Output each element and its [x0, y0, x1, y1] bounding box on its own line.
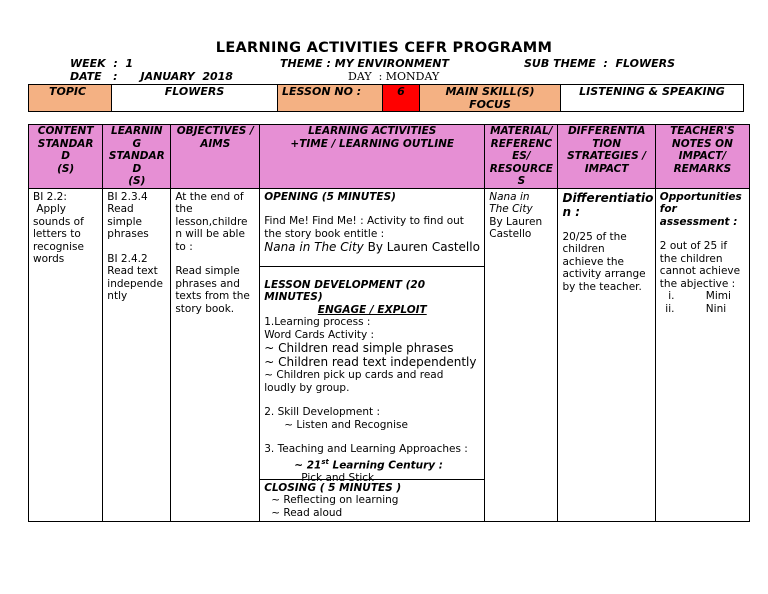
development-heading: LESSON DEVELOPMENT (20	[264, 278, 425, 291]
development-line: ~ Listen and Recognise	[284, 418, 408, 431]
notes-heading: for	[659, 203, 677, 215]
sub-theme-label: SUB THEME : FLOWERS	[524, 57, 675, 70]
student-name: Nini	[705, 302, 727, 315]
spacer	[660, 228, 745, 240]
opening-heading: OPENING (5 MINUTES)	[264, 190, 396, 203]
content-standard-line: letters to	[33, 228, 81, 240]
content-standard-line: Apply	[33, 203, 66, 215]
spacer	[264, 431, 480, 443]
differentiation-line: children	[562, 243, 605, 255]
material-title: Nana in	[489, 190, 530, 203]
development-line: loudly by group.	[264, 381, 350, 394]
closing-heading: CLOSING ( 5 MINUTES )	[264, 481, 402, 494]
header-text: D	[61, 150, 70, 162]
development-line: 2. Skill Development :	[264, 406, 381, 418]
development-line: ~ Children read text independently	[264, 355, 477, 369]
header-text: TION	[592, 137, 622, 150]
lesson-label: LESSON NO :	[282, 85, 362, 98]
objective-line: lesson,childre	[175, 215, 248, 228]
content-standard-cell	[29, 188, 103, 522]
header-text: ES/	[512, 150, 531, 162]
header-text: AIMS	[200, 137, 231, 150]
differentiation-cell	[558, 188, 655, 522]
development-line	[264, 456, 480, 472]
header-text: TEACHER'S	[670, 125, 735, 137]
opening-line: the story book entitle :	[264, 227, 385, 240]
table-body-row	[29, 188, 750, 522]
list-item	[678, 290, 745, 303]
learning-standard-cell	[103, 188, 171, 522]
content-standard-line: sounds of	[33, 215, 84, 228]
spacer	[264, 269, 480, 279]
header-text: STRATEGIES /	[567, 150, 647, 162]
main-skill-label: MAIN SKILL(S)	[445, 85, 535, 98]
header-learning-standard	[103, 125, 171, 189]
objective-line: story book.	[175, 302, 235, 315]
opening-line: Find Me! Find Me! : Activity to find out	[264, 215, 464, 227]
notes-line: cannot achieve	[659, 265, 741, 277]
header-text: (S)	[128, 175, 146, 187]
spacer	[562, 219, 650, 231]
header-differentiation	[558, 125, 655, 189]
notes-heading: Opportunities	[659, 190, 742, 203]
learning-standard-line: BI 2.3.4	[107, 190, 148, 203]
learning-standard-line: phrases	[107, 228, 149, 240]
day-label: DAY : MONDAY	[348, 70, 440, 83]
header-text: REFERENC	[490, 137, 553, 150]
header-text: LEARNIN	[111, 125, 163, 137]
topic-value: FLOWERS	[164, 85, 225, 98]
differentiation-line: achieve the	[562, 255, 624, 268]
header-text: STANDAR	[108, 150, 165, 162]
header-learning-activities	[260, 125, 485, 189]
differentiation-line: 20/25 of the	[562, 230, 627, 243]
main-skill-label-cell	[420, 85, 561, 112]
lesson-label-cell	[278, 85, 383, 112]
content-standard-line: recognise	[33, 240, 84, 253]
header-text: G	[132, 137, 142, 150]
topic-value-cell	[112, 85, 278, 112]
student-name: Mimi	[705, 290, 731, 302]
teachers-notes-cell	[655, 188, 749, 522]
header-text: CONTENT	[37, 125, 94, 137]
opening-book-line	[264, 240, 480, 254]
material-cell	[485, 188, 558, 522]
table-header-row	[29, 125, 750, 189]
development-heading: MINUTES)	[264, 291, 323, 303]
development-section	[260, 267, 484, 484]
opening-section	[260, 189, 484, 267]
development-line: 3. Teaching and Learning Approaches :	[264, 443, 468, 455]
learning-activities-table	[28, 124, 750, 522]
book-author: By Lauren Castello	[363, 240, 480, 254]
closing-line: ~ Reflecting on learning	[271, 494, 399, 506]
header-text: REMARKS	[673, 162, 732, 175]
main-skill-value: LISTENING & SPEAKING	[579, 85, 725, 98]
header-text: STANDAR	[37, 137, 94, 150]
objective-line: texts from the	[175, 290, 250, 302]
content-standard-line: BI 2.2:	[33, 190, 67, 203]
header-text: IMPACT	[584, 162, 629, 175]
spacer	[264, 394, 480, 406]
spacer	[175, 253, 255, 265]
learning-standard-line: ntly	[107, 290, 128, 302]
objective-line: At the end of	[175, 190, 244, 203]
development-line: ~ Children pick up cards and read	[264, 369, 444, 381]
header-text: RESOURCE	[489, 162, 553, 175]
lesson-info-table	[28, 84, 744, 112]
header-content-standard	[29, 125, 103, 189]
material-author: By Lauren	[489, 215, 543, 228]
century-text: Learning Century :	[328, 459, 443, 471]
header-text: D	[132, 162, 142, 175]
century-text: ~ 21	[294, 459, 322, 471]
spacer	[264, 203, 480, 215]
development-line: 1.Learning process :	[264, 316, 371, 328]
header-text: IMPACT/	[678, 150, 727, 162]
header-text: LEARNING ACTIVITIES	[308, 125, 437, 137]
header-teachers-notes	[655, 125, 749, 189]
notes-line: 2 out of 25 if	[659, 240, 728, 252]
header-text: NOTES ON	[671, 137, 733, 150]
topic-label-cell	[29, 85, 112, 112]
learning-standard-line: simple	[107, 215, 142, 228]
main-skill-label-focus: FOCUS	[469, 98, 511, 111]
header-objectives	[171, 125, 260, 189]
week-label: WEEK : 1	[70, 57, 134, 70]
header-material	[485, 125, 558, 189]
spacer	[107, 241, 166, 253]
notes-line: the abjective :	[659, 277, 736, 290]
differentiation-line: by the teacher.	[562, 280, 642, 293]
objectives-cell	[171, 188, 260, 522]
notes-heading: assessment :	[659, 215, 738, 228]
objective-line: n will be able	[175, 228, 245, 240]
book-title: Nana in The City	[264, 240, 364, 254]
differentiation-heading: n :	[562, 204, 581, 219]
objective-line: Read simple	[175, 265, 240, 277]
notes-line: the children	[659, 252, 723, 265]
main-skill-value-cell	[561, 85, 744, 112]
objective-line: to :	[175, 240, 193, 253]
development-line: ~ Children read simple phrases	[264, 341, 454, 355]
learning-standard-line: independe	[107, 277, 163, 290]
topic-label: TOPIC	[49, 85, 87, 98]
student-names-list	[660, 290, 745, 315]
header-text: S	[517, 175, 526, 187]
theme-label: THEME : MY ENVIRONMENT	[280, 57, 450, 70]
learning-standard-line: Read	[107, 203, 134, 215]
objective-line: phrases and	[175, 277, 240, 290]
learning-standard-line: Read text	[107, 265, 158, 277]
header-text: (S)	[57, 162, 75, 175]
header-text: OBJECTIVES /	[176, 125, 254, 137]
content-standard-line: words	[33, 253, 65, 265]
closing-section	[260, 480, 484, 522]
list-item	[678, 303, 745, 316]
differentiation-line: activity arrange	[562, 268, 646, 280]
learning-standard-line: BI 2.4.2	[107, 252, 148, 265]
development-line: Pick and Stick	[301, 471, 375, 484]
learning-activities-cell	[260, 188, 485, 522]
lesson-number: 6	[397, 85, 405, 98]
header-text: +TIME / LEARNING OUTLINE	[290, 137, 455, 150]
development-line: Word Cards Activity :	[264, 328, 375, 341]
material-title: The City	[489, 203, 533, 215]
header-text: DIFFERENTIA	[567, 125, 646, 137]
lesson-number-cell	[383, 85, 420, 112]
objective-line: the	[175, 203, 193, 215]
material-author: Castello	[489, 228, 532, 240]
date-label: DATE : JANUARY 2018	[70, 70, 233, 83]
closing-line: ~ Read aloud	[271, 506, 343, 519]
engage-heading: ENGAGE / EXPLOIT	[317, 303, 427, 316]
century-sup: st	[321, 457, 329, 466]
header-text: MATERIAL/	[490, 125, 553, 137]
differentiation-heading: Differentiatio	[562, 190, 654, 205]
document-title: LEARNING ACTIVITIES CEFR PROGRAMM	[215, 40, 553, 56]
